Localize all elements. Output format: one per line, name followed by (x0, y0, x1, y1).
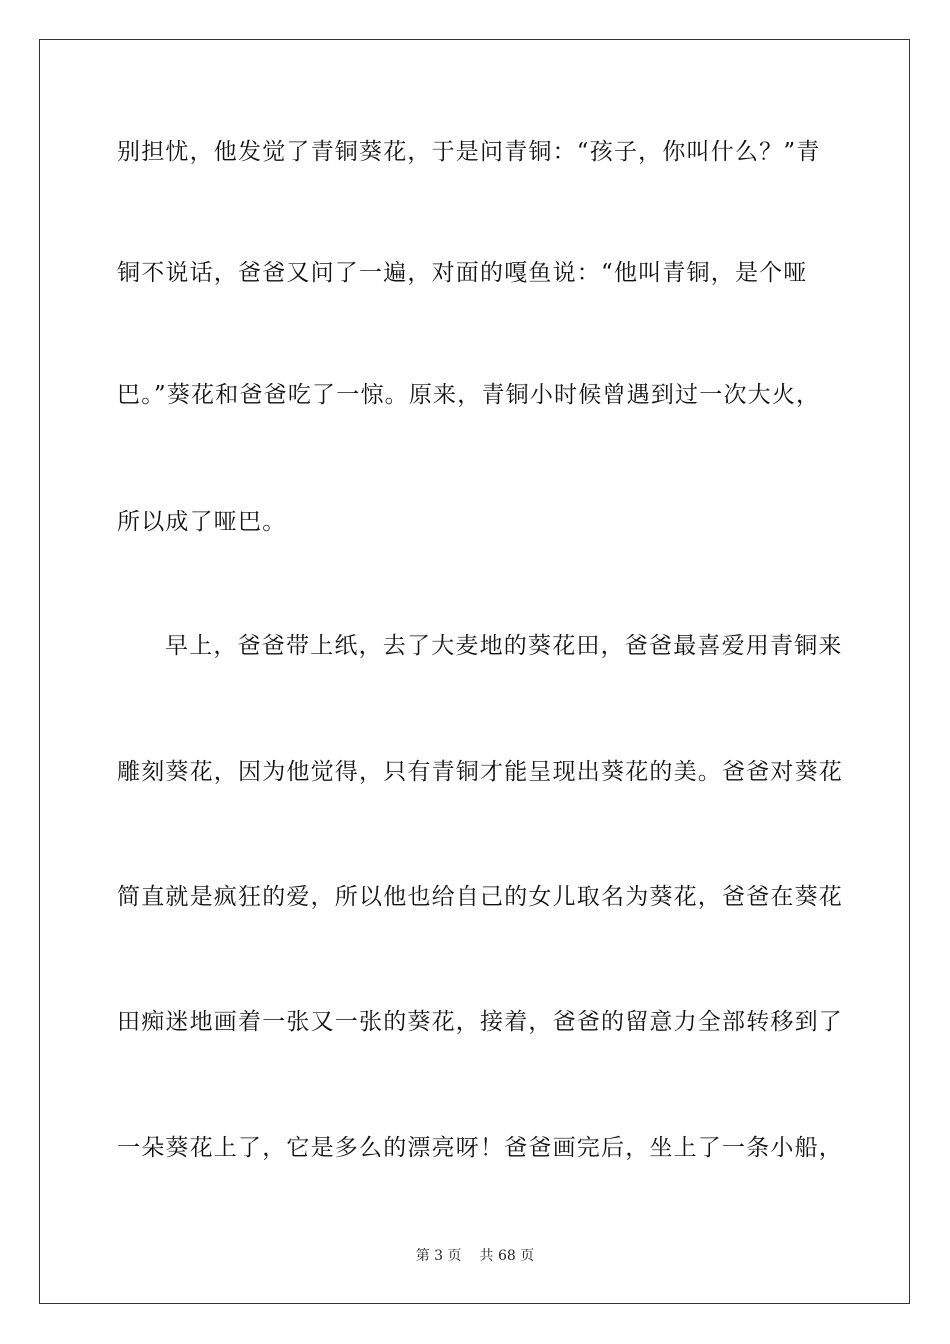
page-footer (0, 1247, 950, 1265)
text-line-3: 巴。”葵花和爸爸吃了一惊。原来，青铜小时候曾遇到过一次大火， (117, 382, 821, 408)
text-line-5: 早上，爸爸带上纸，去了大麦地的葵花田，爸爸最喜爱用青铜来 (165, 633, 843, 659)
text-line-9: 一朵葵花上了，它是多么的漂亮呀！爸爸画完后，坐上了一条小船， (117, 1135, 843, 1161)
page-border (39, 39, 910, 1304)
text-line-4: 所以成了哑巴。 (117, 509, 287, 535)
text-line-8: 田痴迷地画着一张又一张的葵花，接着，爸爸的留意力全部转移到了 (117, 1009, 843, 1035)
text-line-6: 雕刻葵花，因为他觉得，只有青铜才能呈现出葵花的美。爸爸对葵花 (117, 759, 843, 785)
text-line-1: 别担忧，他发觉了青铜葵花，于是问青铜：“孩子，你叫什么？”青 (117, 139, 821, 165)
text-line-7: 简直就是疯狂的爱，所以他也给自己的女儿取名为葵花，爸爸在葵花 (117, 884, 843, 910)
total-pages: 共 68 页 (479, 1248, 535, 1264)
text-line-2: 铜不说话，爸爸又问了一遍，对面的嘎鱼说：“他叫青铜，是个哑 (117, 260, 808, 286)
page-number: 第 3 页 (415, 1248, 462, 1264)
